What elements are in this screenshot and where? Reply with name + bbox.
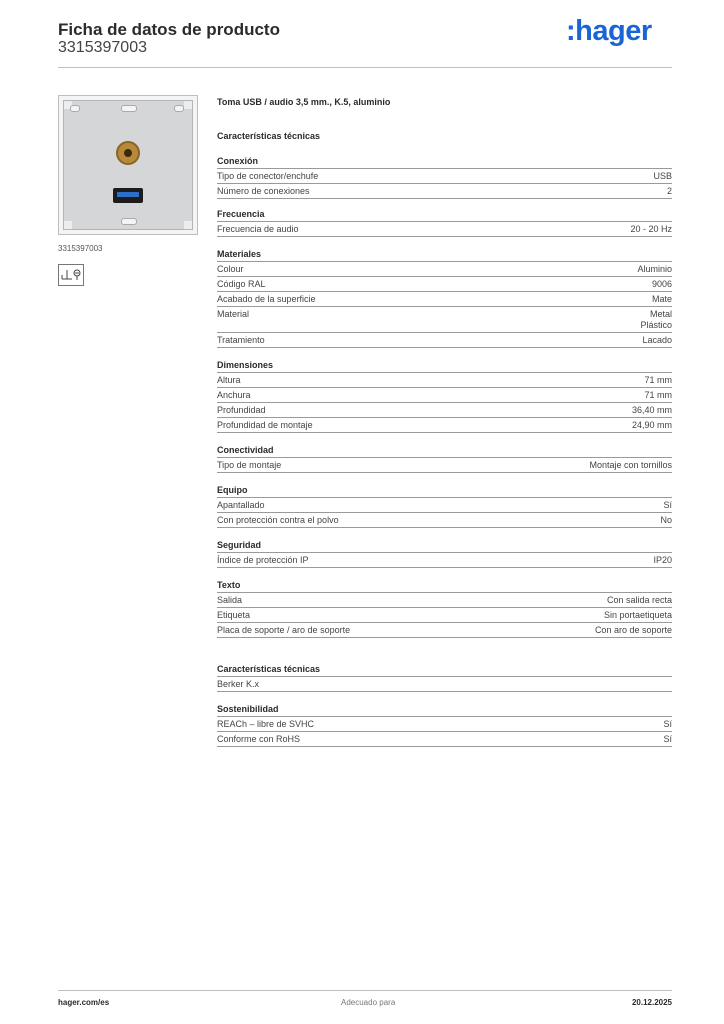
spec-label: Material (217, 309, 250, 319)
spec-value: Con aro de soporte (594, 625, 672, 635)
section-heading: Sostenibilidad (217, 703, 672, 717)
spec-value: 36,40 mm (631, 405, 672, 415)
spec-value: IP20 (653, 555, 672, 565)
mounting-slot (70, 105, 80, 112)
mounting-slot (121, 105, 137, 112)
spec-content (217, 96, 672, 747)
footer-middle-text: Adecuado para (341, 998, 396, 1007)
spec-value: Mate (651, 294, 672, 304)
jack-hole (124, 149, 132, 157)
spec-row (217, 732, 672, 747)
spec-label: Berker K.x (217, 679, 260, 689)
spec-row (217, 677, 672, 692)
spec-label: Tratamiento (217, 335, 265, 345)
plate-corner (64, 221, 72, 229)
spec-value: No (660, 515, 672, 525)
spec-label: Tipo de montaje (217, 460, 282, 470)
spec-value: Sin portaetiqueta (603, 610, 672, 620)
spec-label: Profundidad (217, 405, 266, 415)
spec-value: USB (653, 171, 672, 181)
spec-row (217, 608, 672, 623)
spec-label: Anchura (217, 390, 251, 400)
spec-value: Lacado (642, 335, 672, 345)
spec-label: REACh – libre de SVHC (217, 719, 315, 729)
page-title: Ficha de datos de producto (58, 20, 280, 39)
spec-label: Placa de soporte / aro de soporte (217, 625, 351, 635)
spec-label: Frecuencia de audio (217, 224, 299, 234)
spec-value: 20 - 20 Hz (630, 224, 672, 234)
section-heading: Características técnicas (217, 131, 321, 141)
spec-row (217, 169, 672, 184)
product-number: 3315397003 (58, 39, 147, 56)
product-title: Toma USB / audio 3,5 mm., K.5, aluminio (217, 97, 391, 107)
spec-row (217, 418, 672, 433)
hager-logo: :hager (566, 15, 652, 47)
spec-label: Conforme con RoHS (217, 734, 301, 744)
mounting-slot (121, 218, 137, 225)
spec-label: Código RAL (217, 279, 266, 289)
spec-value: 24,90 mm (631, 420, 672, 430)
spec-row (217, 623, 672, 638)
spec-row (217, 373, 672, 388)
spec-row (217, 513, 672, 528)
spec-row (217, 458, 672, 473)
spec-label: Número de conexiones (217, 186, 310, 196)
website-link[interactable]: hager.com/es (58, 998, 110, 1007)
spec-row (217, 333, 672, 348)
spec-label: Índice de protección IP (217, 555, 309, 565)
spec-row (217, 307, 672, 333)
spec-row (217, 388, 672, 403)
section-heading: Características técnicas (217, 663, 672, 677)
spec-row (217, 184, 672, 199)
section-heading: Frecuencia (217, 208, 672, 222)
spec-label: Colour (217, 264, 244, 274)
spec-label: Apantallado (217, 500, 265, 510)
spec-label: Acabado de la superficie (217, 294, 316, 304)
spec-label: Altura (217, 375, 241, 385)
section-heading: Dimensiones (217, 359, 672, 373)
spec-value: 9006 (651, 279, 672, 289)
spec-row (217, 717, 672, 732)
spec-value: Sí (663, 500, 672, 510)
section-heading: Seguridad (217, 539, 672, 553)
photo-caption: 3315397003 (58, 244, 103, 253)
section-heading: Conexión (217, 155, 672, 169)
spec-row (217, 498, 672, 513)
spec-row (217, 222, 672, 237)
usb-port (113, 188, 143, 203)
spec-value: Sí (663, 734, 672, 744)
spec-value: Montaje con tornillos (589, 460, 672, 470)
plate-corner (184, 221, 192, 229)
spec-label: Tipo de conector/enchufe (217, 171, 319, 181)
screw-mount-icon (58, 264, 84, 286)
spec-label: Profundidad de montaje (217, 420, 313, 430)
spec-label: Salida (217, 595, 243, 605)
section-heading: Texto (217, 579, 672, 593)
plate-corner (184, 101, 192, 109)
spec-row (217, 553, 672, 568)
section-heading: Equipo (217, 484, 672, 498)
spec-value: Aluminio (637, 264, 672, 274)
spec-value: 71 mm (644, 375, 672, 385)
spec-value: Con salida recta (606, 595, 672, 605)
spec-row (217, 593, 672, 608)
spec-row (217, 292, 672, 307)
spec-row (217, 262, 672, 277)
spec-value: Sí (663, 719, 672, 729)
spec-label: Etiqueta (217, 610, 251, 620)
section-heading: Materiales (217, 248, 672, 262)
spec-row (217, 277, 672, 292)
section-heading: Conectividad (217, 444, 672, 458)
product-image (58, 95, 198, 235)
audio-jack (116, 141, 140, 165)
spec-label: Con protección contra el polvo (217, 515, 339, 525)
spec-value: Metal Plástico (640, 309, 672, 330)
mounting-slot (174, 105, 184, 112)
spec-value: 2 (666, 186, 672, 196)
wall-plate (63, 100, 193, 230)
usb-tongue (117, 192, 139, 197)
spec-value: 71 mm (644, 390, 672, 400)
footer-date: 20.12.2025 (631, 998, 672, 1007)
spec-row (217, 403, 672, 418)
footer-divider (58, 990, 672, 991)
header-divider (58, 67, 672, 68)
